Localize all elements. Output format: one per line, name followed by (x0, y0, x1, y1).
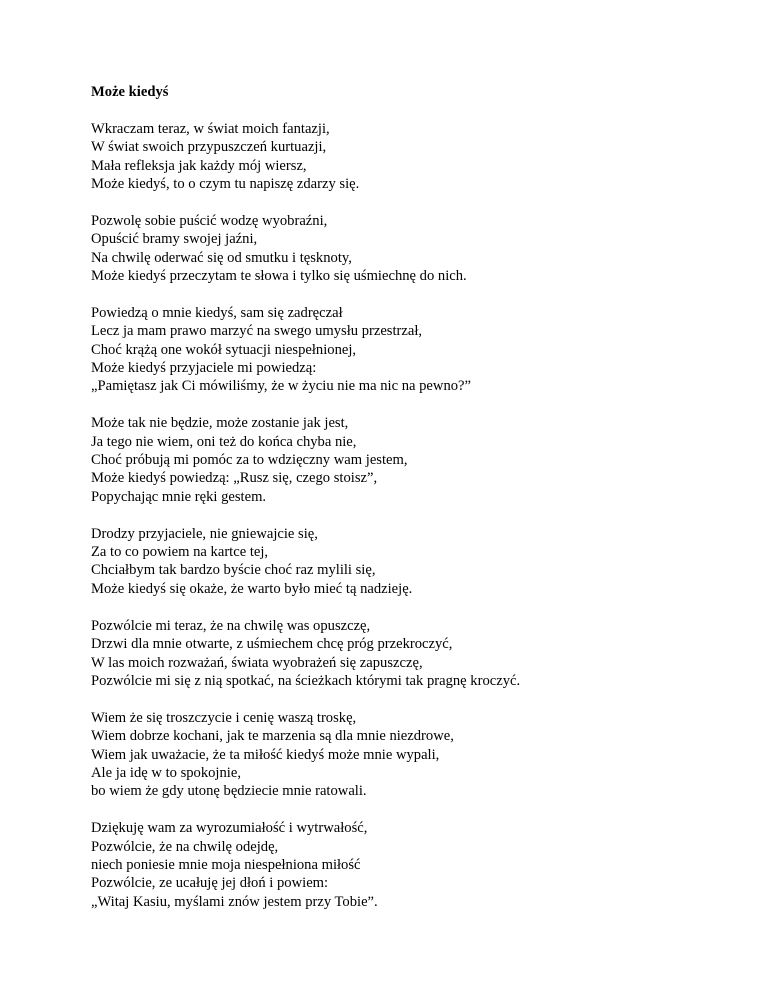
poem-line: „Pamiętasz jak Ci mówiliśmy, że w życiu nie ma nic na pewno?” (91, 378, 471, 395)
poem-line: Ale ja idę w to spokojnie, (91, 764, 241, 781)
poem-line: Wiem dobrze kochani, jak te marzenia są dla mnie niezdrowe, (91, 728, 454, 745)
poem-line: bo wiem że gdy utonę będziecie mnie ratowali. (91, 783, 367, 800)
poem-line: Pozwólcie, że na chwilę odejdę, (91, 838, 279, 855)
poem-stanza (91, 525, 731, 599)
poem-stanza (91, 304, 731, 396)
poem-line: Popychając mnie ręki gestem. (91, 488, 267, 505)
poem-line: Pozwólcie, ze ucałuję jej dłoń i powiem: (91, 875, 329, 892)
poem-line: Drzwi dla mnie otwarte, z uśmiechem chcę próg przekroczyć, (91, 636, 453, 653)
poem-line: W świat swoich przypuszczeń kurtuazji, (91, 139, 327, 156)
poem-title: Może kiedyś (91, 84, 169, 100)
poem-line: Wiem jak uważacie, że ta miłość kiedyś może mnie wypali, (91, 746, 440, 763)
poem-line: Pozwólcie mi się z nią spotkać, na ścieżkach którymi tak pragnę kroczyć. (91, 672, 521, 689)
poem-line: Może kiedyś się okaże, że warto było mieć tą nadzieję. (91, 580, 413, 597)
poem-line: Na chwilę oderwać się od smutku i tęsknoty, (91, 249, 352, 266)
poem-stanza (91, 120, 731, 194)
poem-line: Może kiedyś powiedzą: „Rusz się, czego stoisz”, (91, 470, 378, 487)
poem-line: Chciałbym tak bardzo byście choć raz mylili się, (91, 562, 376, 579)
poem-body (91, 120, 731, 911)
poem-line: Może kiedyś przeczytam te słowa i tylko się uśmiechnę do nich. (91, 268, 467, 285)
poem-line: Dziękuję wam za wyrozumiałość i wytrwałość, (91, 820, 368, 837)
poem-stanza (91, 414, 731, 506)
document-page (91, 83, 731, 930)
poem-line: Mała refleksja jak każdy mój wiersz, (91, 157, 307, 174)
poem-line: Powiedzą o mnie kiedyś, sam się zadręczał (91, 304, 343, 321)
poem-line: Lecz ja mam prawo marzyć na swego umysłu przestrzał, (91, 323, 423, 340)
poem-stanza (91, 617, 731, 691)
poem-line: Drodzy przyjaciele, nie gniewajcie się, (91, 525, 318, 542)
poem-stanza (91, 212, 731, 286)
poem-line: Ja tego nie wiem, oni też do końca chyba nie, (91, 433, 357, 450)
poem-line: Może kiedyś przyjaciele mi powiedzą: (91, 360, 317, 377)
poem-line: niech poniesie mnie moja niespełniona miłość (91, 856, 361, 873)
poem-line: Choć próbują mi pomóc za to wdzięczny wam jestem, (91, 452, 408, 469)
poem-stanza (91, 819, 731, 911)
poem-line: W las moich rozważań, świata wyobrażeń się zapuszczę, (91, 654, 423, 671)
poem-line: Może kiedyś, to o czym tu napiszę zdarzy się. (91, 176, 360, 193)
poem-line: Wkraczam teraz, w świat moich fantazji, (91, 120, 330, 137)
poem-line: Choć krążą one wokół sytuacji niespełnionej, (91, 341, 357, 358)
poem-line: Może tak nie będzie, może zostanie jak jest, (91, 415, 349, 432)
poem-line: Wiem że się troszczycie i cenię waszą troskę, (91, 709, 357, 726)
poem-line: Pozwólcie mi teraz, że na chwilę was opuszczę, (91, 617, 371, 634)
poem-line: Opuścić bramy swojej jaźni, (91, 231, 258, 248)
poem-stanza (91, 709, 731, 801)
poem-line: Pozwolę sobie puścić wodzę wyobraźni, (91, 212, 328, 229)
poem-line: Za to co powiem na kartce tej, (91, 544, 269, 561)
poem-line: „Witaj Kasiu, myślami znów jestem przy Tobie”. (91, 893, 378, 910)
